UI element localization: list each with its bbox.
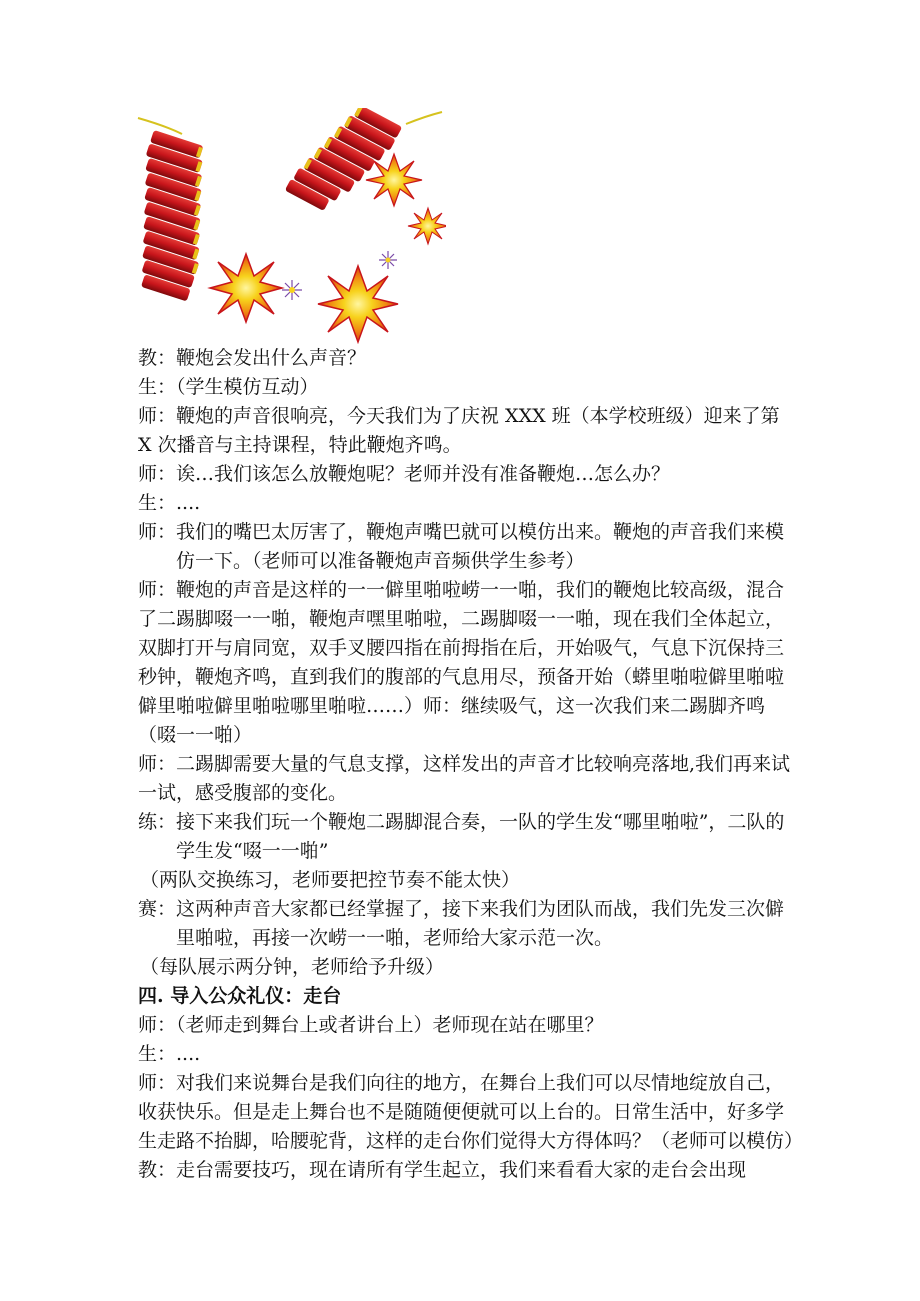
fuse-line — [406, 112, 442, 124]
dialog-line: 师：二踢脚需要大量的气息支撑，这样发出的声音才比较响亮落地,我们再来试一试，感受腹部的变化。 — [138, 753, 791, 804]
dialog-line: 生：.... — [138, 1043, 201, 1065]
firecracker-string-icon — [136, 130, 234, 301]
dialog-line: 赛：这两种声音大家都已经掌握了，接下来我们为团队而战，我们先发三次僻里啪啦，再接一次崂一一啪，老师给大家示范一次。 — [138, 898, 785, 949]
explosion-burst-icon — [210, 254, 282, 322]
note-line: （两队交换练习，老师要把控节奏不能太快） — [140, 869, 521, 891]
fuse-line — [138, 118, 182, 134]
explosion-burst-icon — [318, 266, 398, 342]
dialog-line: 师：诶…我们该怎么放鞭炮呢？老师并没有准备鞭炮…怎么办？ — [138, 463, 671, 485]
spark-icon — [379, 251, 397, 269]
dialog-line: 教：走台需要技巧，现在请所有学生起立，我们来看看大家的走台会出现 — [138, 1159, 747, 1181]
spark-icon — [282, 280, 302, 300]
firecracker-illustration — [136, 108, 446, 344]
note-line: （每队展示两分钟，老师给予升级） — [140, 956, 445, 978]
explosion-burst-icon — [408, 208, 446, 244]
dialog-line: 生：.... — [138, 492, 201, 514]
dialog-line: 师：鞭炮的声音是这样的一一僻里啪啦崂一一啪，我们的鞭炮比较高级，混合了二踢脚啜一一啪，鞭炮声嘿里啪啦，二踢脚啜一一啪，现在我们全体起立，双脚打开与肩同宽，双手叉腰四指在前拇指在后，开始吸气，气息下沉保持三秒钟，鞭炮齐鸣，直到我们的腹部的气息用尽，预备开始（蟒里啪啦僻里啪啦僻里啪啦僻里啪啦哪里啪啦……）师：继续吸气，这一次我们来二踢脚齐鸣（啜一一啪） — [138, 579, 785, 746]
section-heading: 四. 导入公众礼仪：走台 — [138, 985, 342, 1007]
dialog-line: 教：鞭炮会发出什么声音？ — [138, 347, 367, 369]
dialog-line: 师：我们的嘴巴太厉害了，鞭炮声嘴巴就可以模仿出来。鞭炮的声音我们来模仿一下。（老师可以准备鞭炮声音频供学生参考） — [138, 521, 785, 572]
dialog-line: 练：接下来我们玩一个鞭炮二踢脚混合奏，一队的学生发“哪里啪啦”，二队的学生发“啜一一啪” — [138, 811, 785, 862]
dialog-line: 生：（学生模仿互动） — [138, 376, 319, 398]
lesson-text — [138, 344, 804, 1185]
dialog-line: 师：鞭炮的声音很响亮，今天我们为了庆祝 XXX 班（本学校班级）迎来了第 X 次播音与主持课程，特此鞭炮齐鸣。 — [138, 405, 780, 456]
explosion-burst-icon — [366, 154, 422, 206]
firecracker-string-icon — [285, 108, 402, 225]
dialog-line: 师：（老师走到舞台上或者讲台上）老师现在站在哪里？ — [138, 1014, 604, 1036]
dialog-line: 师：对我们来说舞台是我们向往的地方，在舞台上我们可以尽情地绽放自己，收获快乐。但是走上舞台也不是随随便便就可以上台的。日常生活中，好多学生走路不抬脚，哈腰驼背，这样的走台你们觉得大方得体吗？（老师可以模仿） — [138, 1072, 804, 1152]
